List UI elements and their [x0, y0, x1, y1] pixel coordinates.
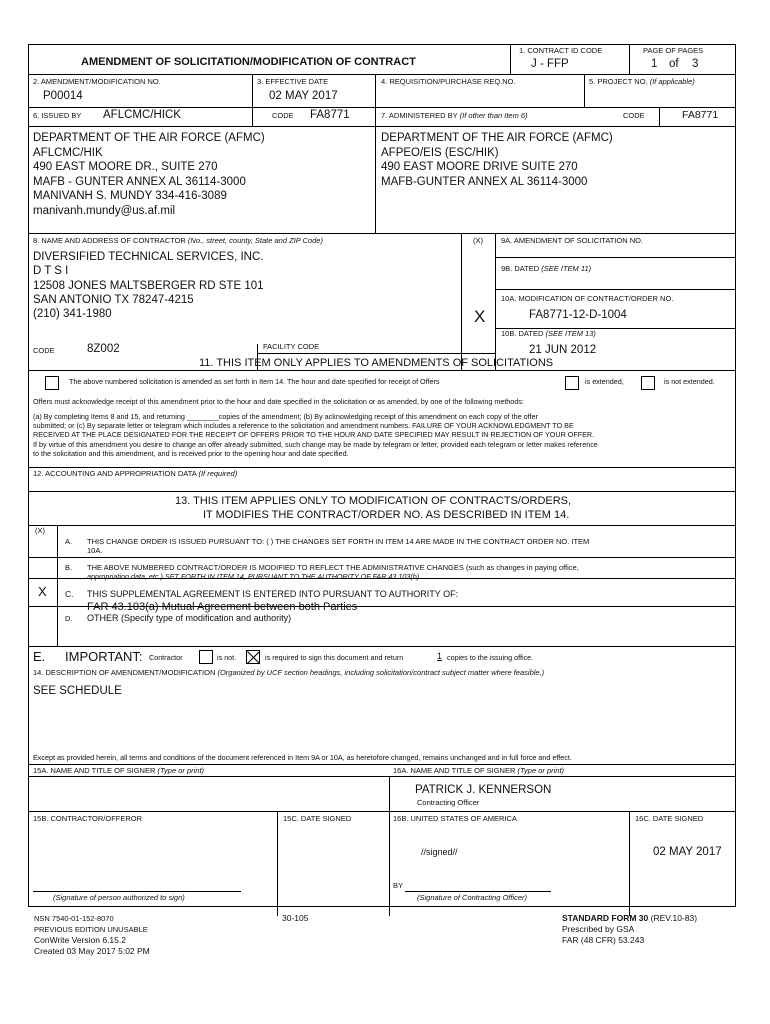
item13a-text: THIS CHANGE ORDER IS ISSUED PURSUANT TO: ( ) THE CHANGES SET FORTH IN ITEM 14 ARE MADE IN THE CONTRACT ORDER NO. ITEM [87, 537, 590, 546]
effective-date: 02 MAY 2017 [269, 90, 338, 102]
contractor-code: 8Z002 [87, 343, 120, 355]
block1-label: 1. CONTRACT ID CODE [519, 46, 603, 55]
footer-right: STANDARD FORM 30 (REV.10-83) Prescribed by GSA FAR (48 CFR) 53.243 [562, 913, 698, 945]
block9a-label: 9A. AMENDMENT OF SOLICITATION NO. [501, 236, 644, 245]
block7-code-label: CODE [623, 111, 645, 120]
block15b-label: 15B. CONTRACTOR/OFFEROR [33, 814, 143, 823]
item13c-letter: C. [65, 589, 74, 599]
issued-by-code: FA8771 [310, 109, 350, 121]
item-e-letter: E. [33, 649, 46, 664]
block6-code-label: CODE [272, 111, 294, 120]
block16b-label: 16B. UNITED STATES OF AMERICA [393, 814, 517, 823]
signer-name: PATRICK J. KENNERSON [415, 784, 552, 796]
block10-mark: X [474, 307, 486, 326]
item-e-is-not: is not. [217, 653, 237, 662]
item13a-text2: 10A. [87, 546, 103, 555]
block5-label: 5. PROJECT NO. (If applicable) [589, 77, 695, 86]
item13a-letter: A. [65, 537, 73, 546]
date-signed-16c: 02 MAY 2017 [653, 846, 722, 858]
contract-id-code: J - FFP [531, 58, 569, 70]
block15a-label: 15A. NAME AND TITLE OF SIGNER (Type or print) [33, 766, 205, 775]
block6-label: 6. ISSUED BY [33, 111, 82, 120]
item-e-copies: 1 [437, 651, 443, 661]
item11-heading: 11. THIS ITEM ONLY APPLIES TO AMENDMENTS OF SOLICITATIONS [199, 357, 554, 369]
page-number: 1 [651, 58, 658, 70]
page-of: of [669, 58, 679, 70]
item11-checkbox[interactable] [45, 376, 59, 390]
block15c-label: 15C. DATE SIGNED [283, 814, 352, 823]
modification-dated: 21 JUN 2012 [529, 344, 597, 356]
administrator-address: DEPARTMENT OF THE AIR FORCE (AFMC) AFPEO/EIS (ESC/HIK) 490 EAST MOORE DRIVE SUITE 270 MAFB-GUNTER ANNEX AL 36114-3000 [381, 132, 613, 188]
item14-label: 14. DESCRIPTION OF AMENDMENT/MODIFICATION (Organized by UCF section headings, including solicitation/contract subject matter where feasible.) [33, 668, 545, 677]
is-not-checkbox[interactable] [199, 650, 213, 664]
item14-description: SEE SCHEDULE [33, 685, 122, 697]
item13c-text: THIS SUPPLEMENTAL AGREEMENT IS ENTERED INTO PURSUANT TO AUTHORITY OF: [87, 589, 459, 599]
facility-code-label: FACILITY CODE [263, 342, 320, 351]
contractor-code-label: CODE [33, 346, 55, 355]
block10b-label: 10B. DATED (SEE ITEM 13) [501, 329, 596, 338]
by-label: BY [393, 881, 404, 890]
item-e-important: IMPORTANT: [65, 649, 143, 664]
signer-title: Contracting Officer [417, 798, 480, 807]
contractor-address: DIVERSIFIED TECHNICAL SERVICES, INC. D T S I 12508 JONES MALTSBERGER RD STE 101 SAN ANTONIO TX 78247-4215 (210) 341-1980 [33, 251, 264, 321]
sf30-form [28, 44, 736, 907]
item11-paragraph: (a) By completing Items 8 and 15, and returning ________copies of the amendment; (b) By acknowledging receipt of this amendment on each copy of the offer submitted; or (c) By separate letter or telegram which includes a reference to the solicitation and amendment numbers. FAILURE OF YOUR ACKNOWLEDGMENT TO BE RECEIVED AT THE PLACE DESIGNATED FOR THE RECEIPT OF OFFERS PRIOR TO THE HOUR AND DATE SPECIFIED MAY RESULT IN REJECTION OF YOUR OFFER. If by virtue of this amendment you desire to change an offer already submitted, such change may be made by telegram or letter, provided each telegram or letter makes reference to the solicitation and this amendment, and is received prior to the opening hour and date specified. [33, 412, 598, 458]
issuer-address: DEPARTMENT OF THE AIR FORCE (AFMC) AFLCMC/HIK 490 EAST MOORE DR., SUITE 270 MAFB - GUNTER ANNEX AL 36114-3000 MANIVANH S. MUNDY 334-416-3089 manivanh.mundy@us.af.mil [33, 132, 265, 217]
item13-x-label: (X) [35, 526, 45, 535]
except-statement: Except as provided herein, all terms and conditions of the document referenced in Item 9A or 10A, as heretofore changed, remains unchanged and in full force and effect. [33, 753, 572, 762]
item-e-is-required: is required to sign this document and return [265, 653, 404, 662]
form-title: AMENDMENT OF SOLICITATION/MODIFICATION OF CONTRACT [81, 56, 416, 68]
extended-label: is extended, [585, 377, 624, 386]
block8-x-label: (X) [473, 236, 483, 245]
modification-contract-number: FA8771-12-D-1004 [529, 309, 627, 321]
item11-line1: The above numbered solicitation is amended as set forth in Item 14. The hour and date specified for receipt of Offers [69, 377, 440, 386]
item12-label: 12. ACCOUNTING AND APPROPRIATION DATA (If required) [33, 469, 238, 478]
footer-left: NSN 7540-01-152-8070 PREVIOUS EDITION UNUSABLE ConWrite Version 6.15.2 Created 03 May 2017 5:02 PM [34, 914, 150, 956]
is-required-checkbox[interactable] [246, 650, 260, 664]
item-e-copies-tail: copies to the issuing office. [447, 653, 534, 662]
item13c-mark: X [38, 584, 47, 599]
item13d-letter: D. [65, 614, 73, 623]
signature-value: //signed// [421, 847, 458, 857]
issued-by: AFLCMC/HICK [103, 109, 181, 121]
co-signature-note: (Signature of Contracting Officer) [417, 893, 528, 902]
not-extended-label: is not extended. [664, 377, 715, 386]
footer-center: 30-105 [282, 913, 309, 923]
item13b-text2: appropriation data, etc.) SET FORTH IN ITEM 14, PURSUANT TO THE AUTHORITY OF FAR 43.103(b). [87, 572, 422, 581]
item13-heading-2: IT MODIFIES THE CONTRACT/ORDER NO. AS DESCRIBED IN ITEM 14. [203, 509, 570, 521]
block7-label: 7. ADMINISTERED BY (If other than Item 6) [381, 111, 528, 120]
item13d-text: OTHER (Specify type of modification and authority) [87, 613, 292, 623]
modification-number: P00014 [43, 90, 83, 102]
administered-by-code: FA8771 [682, 109, 719, 121]
pages-label: PAGE OF PAGES [643, 46, 704, 55]
item13b-text: THE ABOVE NUMBERED CONTRACT/ORDER IS MODIFIED TO REFLECT THE ADMINISTRATIVE CHANGES (such as changes in paying office, [87, 563, 579, 572]
block4-label: 4. REQUISITION/PURCHASE REQ.NO. [381, 77, 516, 86]
page-total: 3 [692, 58, 699, 70]
extended-checkbox[interactable] [565, 376, 579, 390]
block10a-label: 10A. MODIFICATION OF CONTRACT/ORDER NO. [501, 294, 674, 303]
item13c-authority: FAR 43.103(a) Mutual Agreement between both Parties [87, 601, 358, 613]
item-e-contractor: Contractor [149, 653, 183, 662]
item11-line2: Offers must acknowledge receipt of this amendment prior to the hour and date specified in the solicitation or as amended, by one of the following methods: [33, 397, 524, 406]
contractor-signature-note: (Signature of person authorized to sign) [53, 893, 185, 902]
not-extended-checkbox[interactable] [641, 376, 655, 390]
block8-label: 8. NAME AND ADDRESS OF CONTRACTOR (No., street, county, State and ZIP Code) [33, 236, 323, 245]
block3-label: 3. EFFECTIVE DATE [257, 77, 329, 86]
block16c-label: 16C. DATE SIGNED [635, 814, 704, 823]
block9b-label: 9B. DATED (SEE ITEM 11) [501, 264, 592, 273]
item13-heading-1: 13. THIS ITEM APPLIES ONLY TO MODIFICATION OF CONTRACTS/ORDERS, [175, 495, 572, 507]
item13b-letter: B. [65, 563, 73, 572]
block2-label: 2. AMENDMENT/MODIFICATION NO. [33, 77, 161, 86]
block16a-label: 16A. NAME AND TITLE OF SIGNER (Type or print) [393, 766, 565, 775]
